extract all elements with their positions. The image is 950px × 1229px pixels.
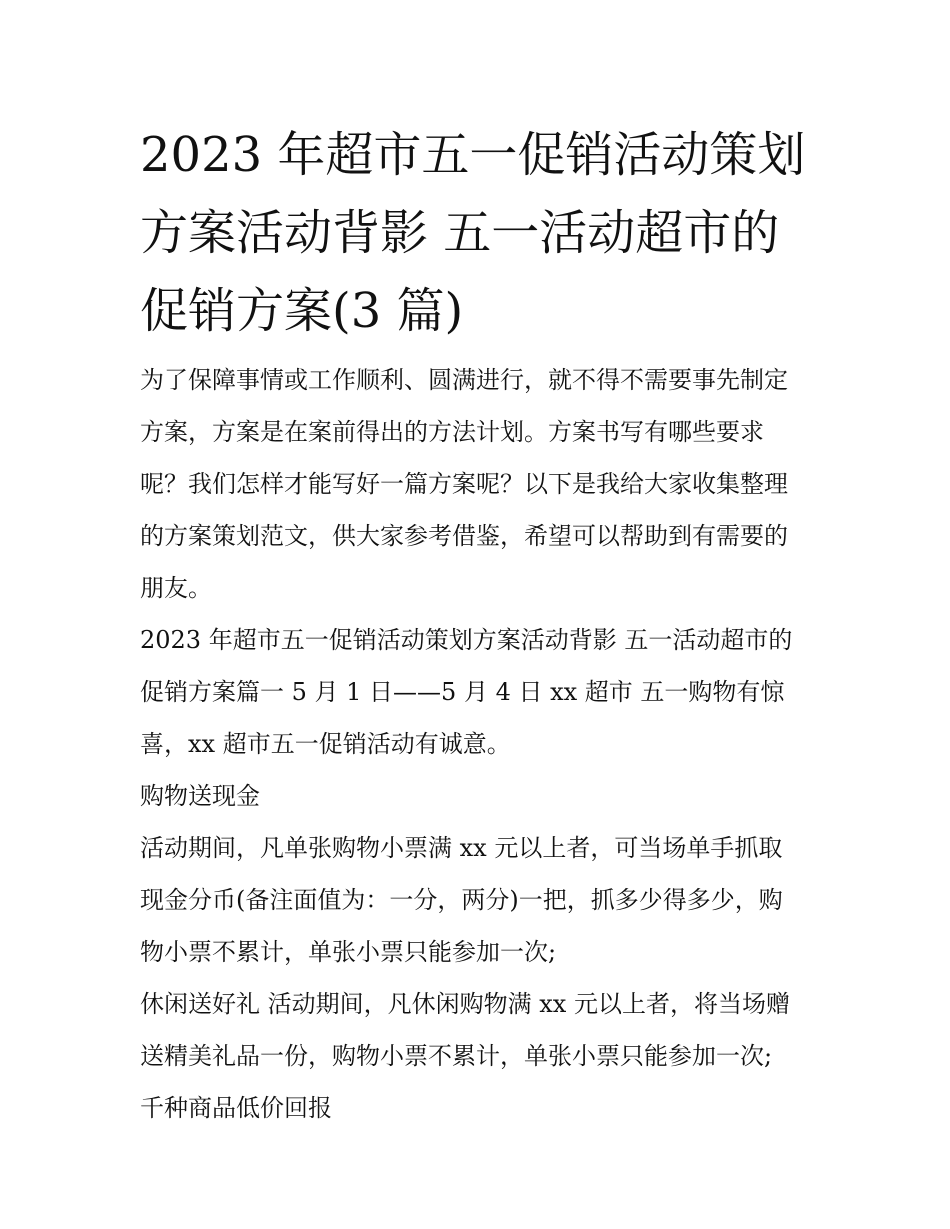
body-line-2: 方案，方案是在案前得出的方法计划。方案书写有哪些要求 (140, 418, 764, 446)
section-heading-cash: 购物送现金 (140, 782, 260, 810)
title-line-3: 促销方案(3 篇) (140, 283, 464, 339)
body-line-5: 朋友。 (140, 574, 212, 602)
document-body (140, 354, 830, 1134)
body-line-14: 送精美礼品一份，购物小票不累计，单张小票只能参加一次; (140, 1042, 773, 1070)
body-line-13: 休闲送好礼 活动期间，凡休闲购物满 xx 元以上者，将当场赠 (140, 990, 790, 1018)
body-line-3: 呢？我们怎样才能写好一篇方案呢？以下是我给大家收集整理 (140, 470, 788, 498)
section-heading-low-price: 千种商品低价回报 (140, 1094, 332, 1122)
body-line-12: 物小票不累计，单张小票只能参加一次; (140, 938, 557, 966)
body-line-11: 现金分币(备注面值为：一分，两分)一把，抓多少得多少，购 (140, 886, 783, 914)
title-line-1: 2023 年超市五一促销活动策划 (140, 127, 806, 183)
document-title (140, 116, 830, 350)
body-line-1: 为了保障事情或工作顺利、圆满进行，就不得不需要事先制定 (140, 366, 788, 394)
body-line-10: 活动期间，凡单张购物小票满 xx 元以上者，可当场单手抓取 (140, 834, 783, 862)
body-line-6: 2023 年超市五一促销活动策划方案活动背影 五一活动超市的 (140, 626, 793, 654)
body-line-4: 的方案策划范文，供大家参考借鉴，希望可以帮助到有需要的 (140, 522, 788, 550)
title-line-2: 方案活动背影 五一活动超市的 (140, 205, 780, 261)
body-line-8: 喜，xx 超市五一促销活动有诚意。 (140, 730, 511, 758)
body-line-7: 促销方案篇一 5 月 1 日——5 月 4 日 xx 超市 五一购物有惊 (140, 678, 785, 706)
